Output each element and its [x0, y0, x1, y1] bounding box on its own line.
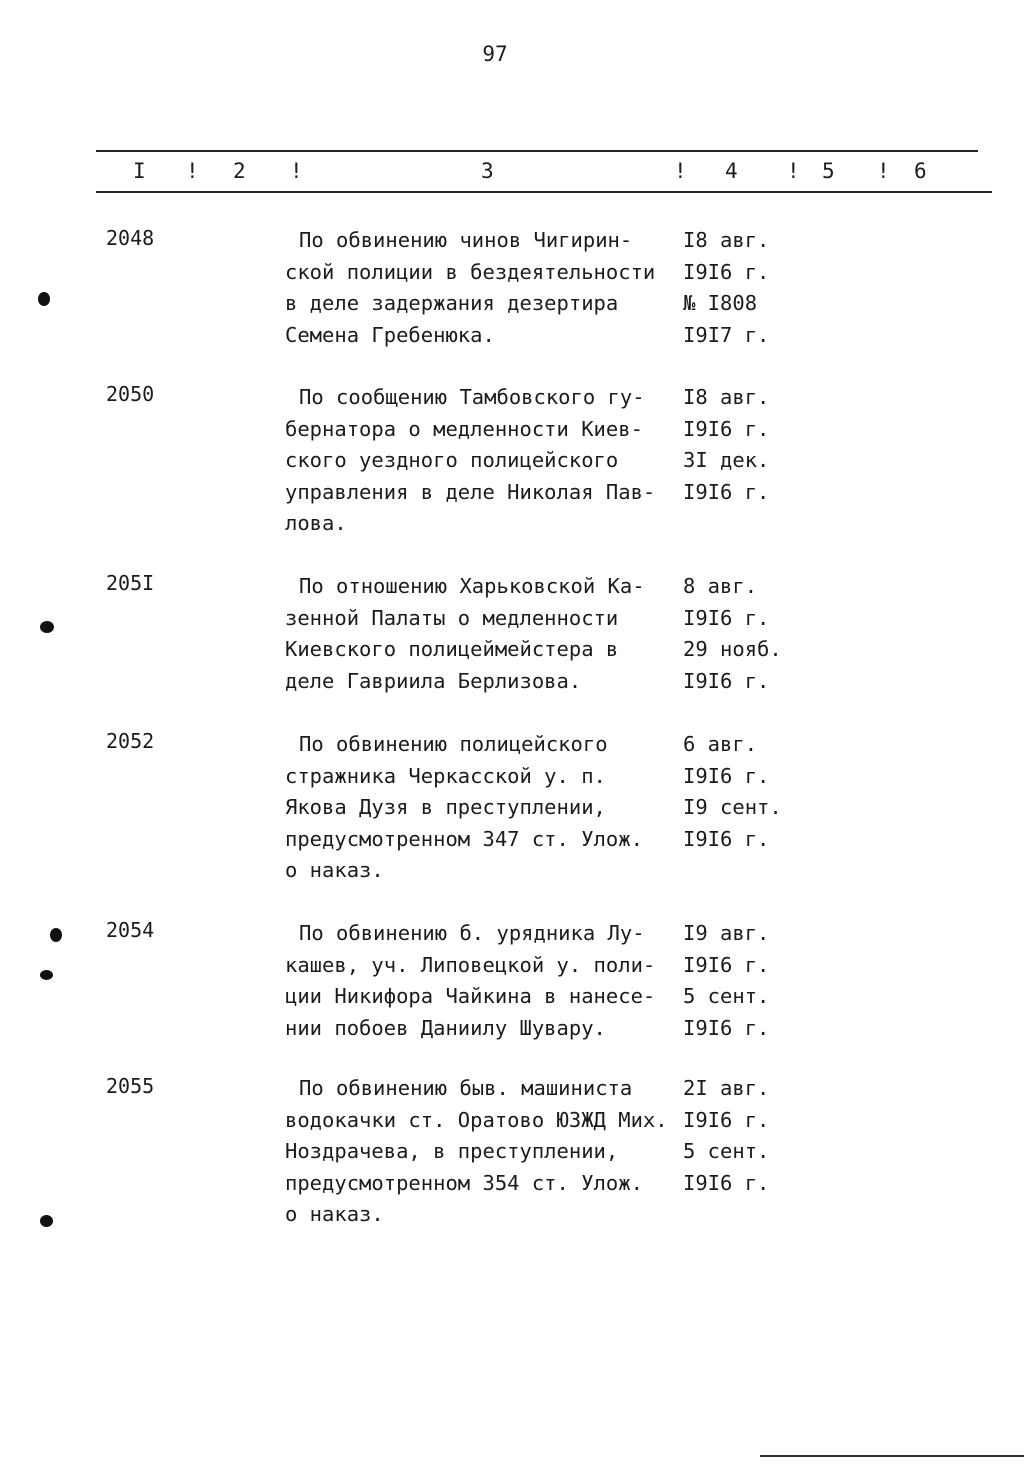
description-line: ской полиции в бездеятельности [285, 259, 656, 284]
date-line: I9I6 г. [683, 763, 770, 788]
date-line: 6 авг. [683, 732, 758, 756]
date-line: I9I6 г. [683, 416, 770, 441]
date-line: I9I6 г. [683, 668, 770, 693]
entry-dates [683, 729, 803, 855]
entry-description [285, 571, 685, 697]
punch-hole-mark [40, 621, 54, 633]
description-line: По обвинению быв. машиниста [299, 1076, 633, 1100]
date-line: № I808 [683, 291, 758, 315]
description-line: Ноздрачева, в преступлении, [285, 1139, 619, 1163]
column-separator: ! [290, 159, 303, 183]
column-header-4: 4 [725, 159, 738, 183]
entry-number: 2054 [106, 918, 155, 942]
entry-description [285, 729, 685, 887]
description-line: деле Гавриила Берлизова. [285, 668, 582, 693]
description-line: лова. [285, 511, 347, 535]
column-header-1: I [133, 159, 146, 183]
punch-hole-mark [40, 970, 53, 980]
punch-hole-mark [50, 928, 62, 942]
date-line: 2I авг. [683, 1076, 770, 1100]
column-separator: ! [787, 159, 800, 183]
column-header-6: 6 [914, 159, 927, 183]
date-line: I9 сент. [683, 795, 782, 819]
date-line: I9I6 г. [683, 259, 770, 284]
page-bottom-edge-line [760, 1455, 1024, 1457]
description-line: Якова Дузя в преступлении, [285, 795, 606, 819]
description-line: управления в деле Николая Пав- [285, 479, 656, 504]
description-line: По сообщению Тамбовского гу- [299, 385, 645, 409]
column-header-5: 5 [822, 159, 835, 183]
punch-hole-mark [38, 292, 50, 306]
entry-number: 2048 [106, 226, 155, 250]
table-header-top-rule [96, 150, 978, 152]
entry-number: 2055 [106, 1074, 155, 1098]
description-line: нии побоев Даниилу Шувару. [285, 1015, 606, 1040]
description-line: в деле задержания дезертира [285, 291, 619, 315]
entry-dates [683, 918, 803, 1044]
description-line: предусмотренном 354 ст. Улож. [285, 1170, 643, 1195]
entry-description [285, 225, 685, 351]
column-header-2: 2 [233, 159, 246, 183]
date-line: I8 авг. [683, 228, 770, 252]
description-line: кашев, уч. Липовецкой у. поли- [285, 952, 656, 977]
date-line: I9 авг. [683, 921, 770, 945]
entry-number: 205I [106, 571, 155, 595]
date-line: I9I6 г. [683, 1170, 770, 1195]
date-line: 5 сент. [683, 1139, 770, 1163]
description-line: предусмотренном 347 ст. Улож. [285, 826, 643, 851]
entry-number: 2050 [106, 382, 155, 406]
description-line: По обвинению чинов Чигирин- [299, 228, 633, 252]
description-line: По обвинению б. урядника Лу- [299, 921, 645, 945]
entry-number: 2052 [106, 729, 155, 753]
date-line: I9I6 г. [683, 952, 770, 977]
column-header-3: 3 [481, 159, 494, 183]
entry-dates [683, 382, 803, 508]
description-line: бернатора о медленности Киев- [285, 416, 643, 441]
description-line: Семена Гребенюка. [285, 322, 495, 347]
description-line: Киевского полицеймейстера в [285, 637, 619, 661]
column-separator: ! [186, 159, 199, 183]
entry-dates [683, 1073, 803, 1199]
description-line: зенной Палаты о медленности [285, 605, 619, 630]
description-line: ции Никифора Чайкина в нанесе- [285, 984, 656, 1008]
date-line: 29 нояб. [683, 637, 782, 661]
date-line: I9I7 г. [683, 322, 770, 347]
description-line: о наказ. [285, 1202, 384, 1226]
punch-hole-mark [40, 1215, 53, 1227]
date-line: I8 авг. [683, 385, 770, 409]
column-separator: ! [674, 159, 687, 183]
entry-dates [683, 571, 803, 697]
date-line: I9I6 г. [683, 605, 770, 630]
date-line: I9I6 г. [683, 1015, 770, 1040]
column-separator: ! [877, 159, 890, 183]
date-line: 8 авг. [683, 574, 758, 598]
description-line: о наказ. [285, 858, 384, 882]
description-line: стражника Черкасской у. п. [285, 763, 606, 788]
table-header-bottom-rule [96, 191, 992, 193]
description-line: водокачки ст. Оратово ЮЗЖД Мих. [285, 1107, 668, 1132]
description-line: По отношению Харьковской Ка- [299, 574, 645, 598]
description-line: По обвинению полицейского [299, 732, 608, 756]
description-line: ского уездного полицейского [285, 448, 619, 472]
entry-description [285, 1073, 685, 1231]
date-line: I9I6 г. [683, 826, 770, 851]
date-line: 5 сент. [683, 984, 770, 1008]
entry-dates [683, 225, 803, 351]
date-line: 3I дек. [683, 448, 770, 472]
entry-description [285, 918, 685, 1044]
date-line: I9I6 г. [683, 479, 770, 504]
date-line: I9I6 г. [683, 1107, 770, 1132]
page-number: 97 [482, 42, 508, 66]
entry-description [285, 382, 685, 540]
